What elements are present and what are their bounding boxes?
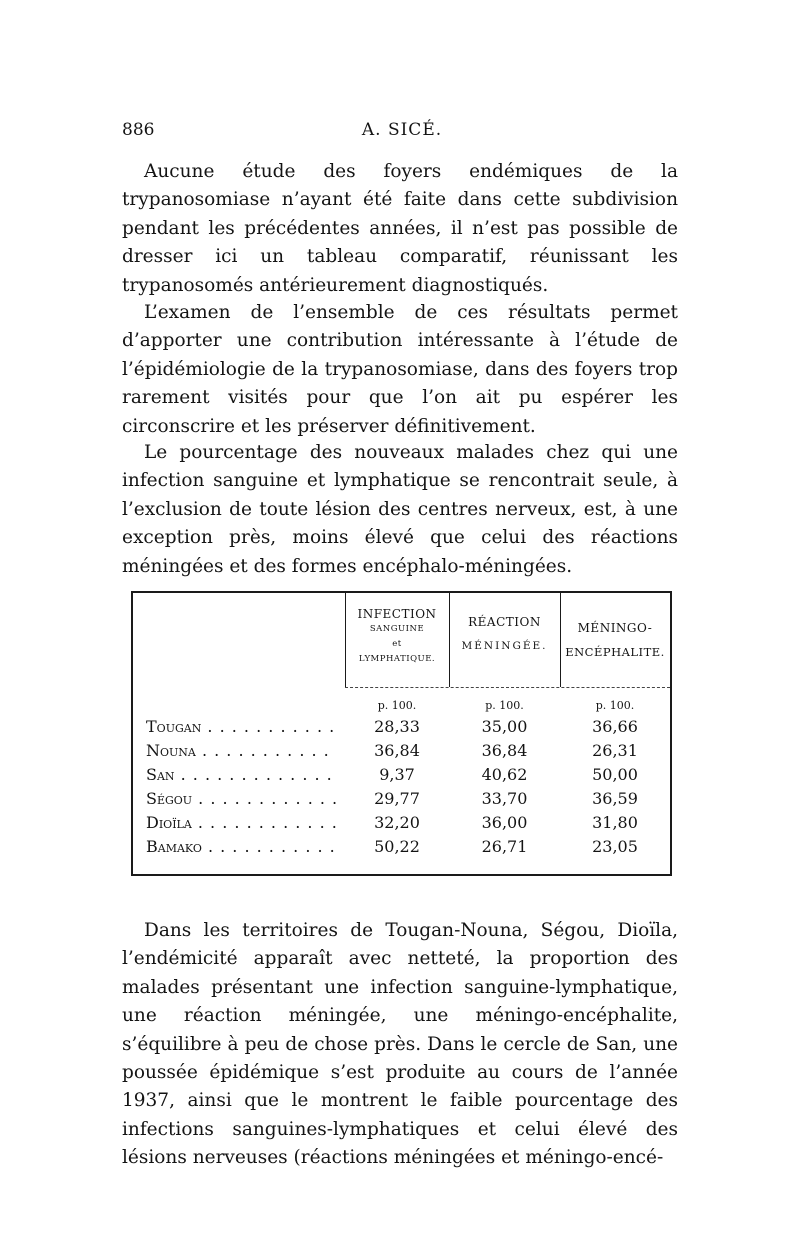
value-reaction: 35,00: [481, 717, 528, 736]
table-row: [133, 765, 670, 787]
value-reaction: 33,70: [481, 789, 528, 808]
paragraph: L’examen de l’ensemble de ces résultats permet d’apporter une contribution intéressante à l’étude de l’épidémiologie de la trypanosomiase, dans des foyers trop rarement visités pour que l’on ait pu espérer les circonscrire et les préserver définitivement.: [122, 302, 678, 437]
paragraph: Aucune étude des foyers endémiques de la trypanosomiase n’ayant été faite dans cette subdivision pendant les précédentes années, il n’est pas possible de dresser ici un tableau comparatif, réunissant les trypanosomés antérieurement diagnostiqués.: [122, 161, 678, 296]
paragraph: Dans les territoires de Tougan-Nouna, Ségou, Dioïla, l’endémicité apparaît avec netteté, la proportion des malades présentant une infection sanguine-lymphatique, une réaction méningée, une méningo-encéphalite, s’équilibre à peu de chose près. Dans le cercle de San, une poussée épidémique s’est produite au cours de l’année 1937, ainsi que le montrent le faible pourcentage des infections sanguines-lymphatiques et celui élevé des lésions nerveuses (réactions méningées et méningo-encé-: [122, 920, 678, 1169]
value-infection: 9,37: [379, 765, 415, 784]
unit-label: p. 100.: [377, 699, 417, 712]
results-table: [131, 591, 672, 876]
value-infection: 36,84: [374, 741, 420, 760]
value-meningo: 31,80: [592, 813, 638, 832]
value-infection: 50,22: [374, 837, 420, 856]
header-line: LYMPHATIQUE.: [358, 654, 436, 664]
header-line: RÉACTION: [468, 615, 541, 629]
header-line: et: [392, 639, 402, 649]
value-meningo: 50,00: [592, 765, 638, 784]
column-header-reaction: [449, 615, 560, 654]
value-meningo: 26,31: [592, 741, 638, 760]
value-meningo: 23,05: [592, 837, 638, 856]
place-name: San . . .: [146, 765, 336, 784]
place-name: Dioïla . . .: [146, 813, 336, 832]
unit-label: p. 100.: [485, 699, 524, 712]
value-reaction: 40,62: [481, 765, 528, 784]
header-line: SANGUINE: [369, 624, 425, 634]
running-title: A. SICÉ.: [361, 120, 443, 140]
value-reaction: 36,00: [481, 813, 528, 832]
value-reaction: 26,71: [481, 837, 528, 856]
value-infection: 29,77: [374, 789, 420, 808]
column-header-infection: [345, 607, 449, 667]
running-head: [122, 120, 682, 142]
value-infection: 28,33: [374, 717, 420, 736]
value-meningo: 36,66: [592, 717, 638, 736]
header-line: MÉNINGÉE.: [461, 640, 548, 652]
paragraph: Le pourcentage des nouveaux malades chez qui une infection sanguine et lymphatique se rencontrait seule, à l’exclusion de toute lésion des centres nerveux, est, à une exception près, moins élevé que celui des réactions méningées et des formes encéphalo-méningées.: [122, 442, 678, 577]
header-divider: [345, 687, 670, 688]
value-meningo: 36,59: [592, 789, 638, 808]
place-name: Ségou . . .: [146, 789, 336, 808]
table-row: [133, 717, 670, 739]
unit-row: [133, 699, 670, 715]
table-row: [133, 741, 670, 763]
value-infection: 32,20: [374, 813, 420, 832]
place-name: Bamako . . .: [146, 837, 336, 856]
table-row: [133, 789, 670, 811]
place-name: Tougan . . .: [146, 717, 336, 736]
value-reaction: 36,84: [481, 741, 528, 760]
column-header-meningo: [560, 621, 670, 660]
header-line: MÉNINGO-: [577, 621, 653, 635]
table-row: [133, 837, 670, 859]
unit-label: p. 100.: [595, 699, 635, 712]
header-line: INFECTION: [357, 607, 437, 621]
table-row: [133, 813, 670, 835]
place-name: Nouna . . .: [146, 741, 336, 760]
header-line: ENCÉPHALITE.: [565, 645, 665, 659]
page-number: 886: [122, 120, 155, 140]
